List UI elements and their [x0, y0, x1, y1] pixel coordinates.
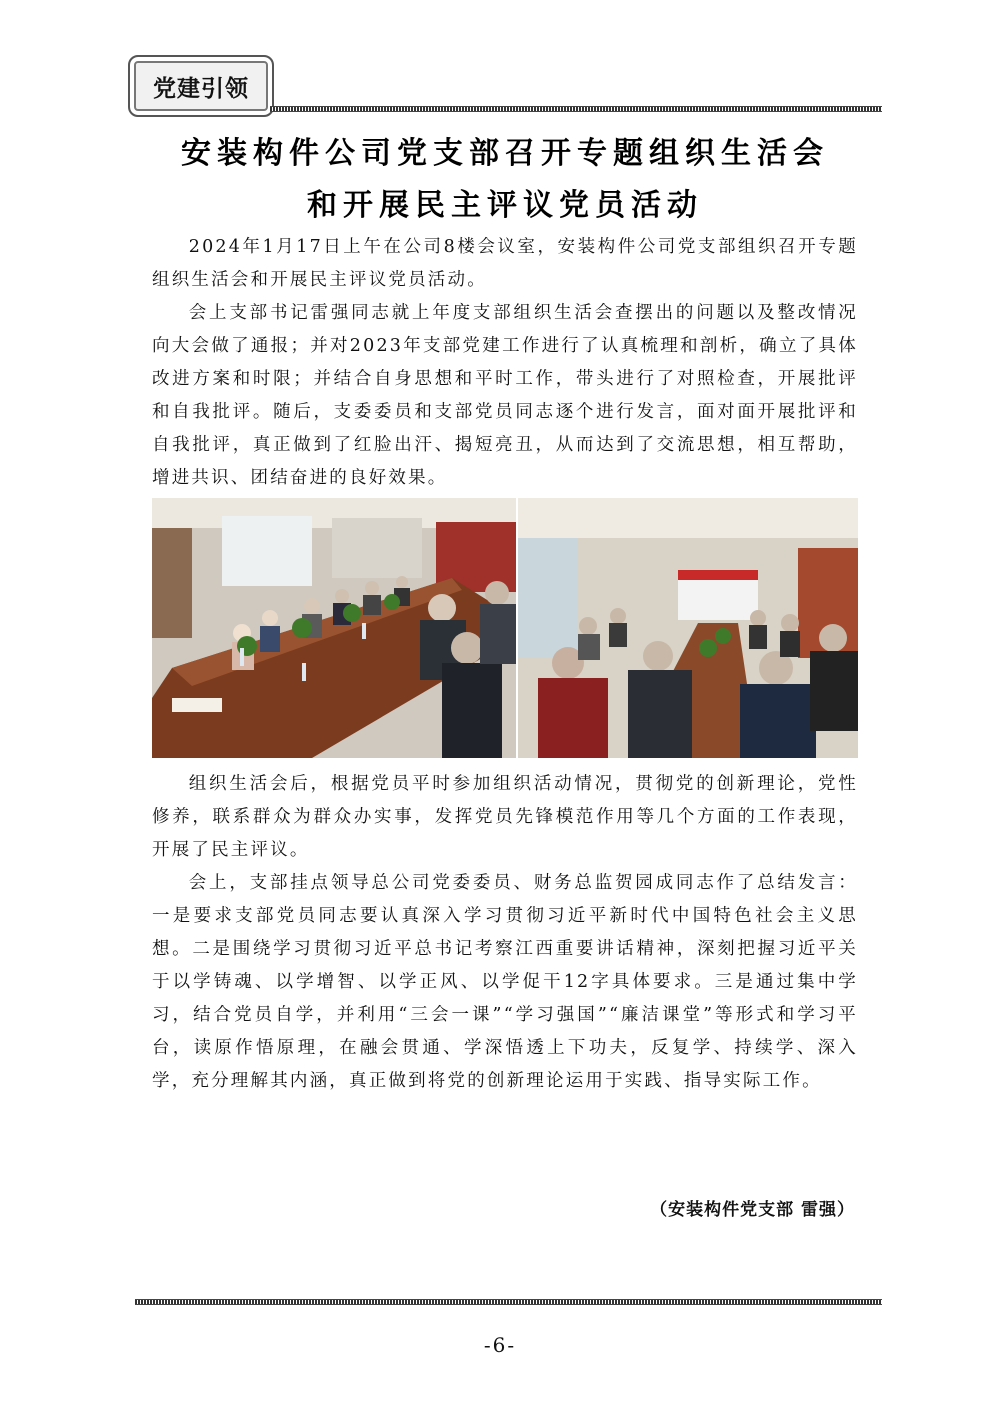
paragraph-intro: 2024年1月17日上午在公司8楼会议室，安装构件公司党支部组织召开专题组织生活会和开展民主评议党员活动。 — [152, 237, 858, 290]
paragraph-meeting-report: 会上支部书记雷强同志就上年度支部组织生活会查摆出的问题以及整改情况向大会做了通报；并对2023年支部党建工作进行了认真梳理和剖析，确立了具体改进方案和时限；并结合自身思想和平时工作，带头进行了对照检查，开展批评和自我批评。随后，支委委员和支部党员同志逐个进行发言，面对面开展批评和自我批评，真正做到了红脸出汗、揭短亮丑，从而达到了交流思想，相互帮助，增进共识、团结奋进的良好效果。 — [152, 303, 858, 488]
paragraph-summary-speech: 会上，支部挂点领导总公司党委委员、财务总监贺园成同志作了总结发言：一是要求支部党员同志要认真深入学习贯彻习近平新时代中国特色社会主义思想。二是围绕学习贯彻习近平总书记考察江西重要讲话精神，深刻把握习近平关于以学铸魂、以学增智、以学正风、以学促干12字具体要求。三是通过集中学习，结合党员自学，并利用“三会一课”“学习强国”“廉洁课堂”等形式和学习平台，读原作悟原理，在融会贯通、学深悟透上下功夫，反复学、持续学、深入学，充分理解其内涵，真正做到将党的创新理论运用于实践、指导实际工作。 — [152, 873, 858, 1091]
meeting-photo-right — [518, 498, 858, 758]
meeting-photo-left — [152, 498, 516, 758]
page-number: -6- — [483, 1333, 517, 1357]
paragraph-democratic-review: 组织生活会后，根据党员平时参加组织活动情况，贯彻党的创新理论，党性修养，联系群众为群众办实事，发挥党员先锋模范作用等几个方面的工作表现，开展了民主评议。 — [152, 774, 858, 860]
header-divider — [270, 106, 882, 112]
article-title-line-2: 和开展民主评议党员活动 — [307, 188, 703, 223]
footer-divider — [135, 1299, 882, 1305]
article-title-line-1: 安装构件公司党支部召开专题组织生活会 — [181, 136, 829, 171]
section-tag: 党建引领 — [128, 55, 274, 117]
article-signature: （安装构件党支部 雷强） — [650, 1200, 855, 1220]
